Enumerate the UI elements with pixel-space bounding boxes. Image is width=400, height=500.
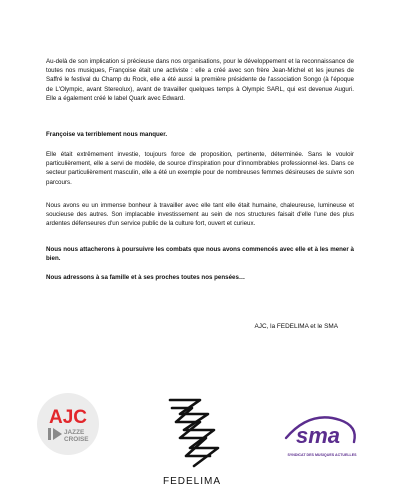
paragraph-humanity — [46, 201, 354, 229]
ajc-logo — [36, 392, 100, 456]
ajc-logo-line2: CROISE — [64, 436, 89, 443]
paragraph-text: Elle était extrêmement investie, toujours force de proposition, pertinente, déterminée. Sans le vouloir particulièrement, elle a servi de modèle, de source d'inspiration pour d'innombrables professionnel·les. Dans ce secteur particulièrement masculin, elle a été un exemple pour de nombreuses femmes désireuses de suivre son parcours. — [46, 151, 354, 186]
paragraph-role-model — [46, 150, 354, 187]
fedelima-logo — [142, 392, 242, 488]
logo-row — [0, 392, 400, 492]
paragraph-text: Au-delà de son implication si précieuse dans nos organisations, pour le développement et la reconnaissance de toutes nos musiques, Françoise était une activiste : elle a créé avec son frère Jean-Michel et les jeunes de Saffré le festival du Champ du Rock, elle a été aussi la première présidente de l'association Songo (à l'époque de L'Olympic, avant Stereolux), avant de travailler quelques temps à Olympic SARL, qui est devenue Auguri. Elle a également créé le label Quark avec Edward. — [46, 58, 354, 102]
sma-logo-subtitle: SYNDICAT DES MUSIQUES ACTUELLES — [287, 453, 357, 457]
paragraph-continue-fight — [46, 245, 354, 263]
fedelima-emblem — [170, 400, 218, 466]
paragraph-text: Françoise va terriblement nous manquer. — [46, 131, 168, 138]
ajc-logo-letters: AJC — [48, 407, 88, 428]
ajc-logo-line1: JAZZE — [64, 429, 85, 436]
paragraph-activism — [46, 57, 354, 103]
paragraph-missing — [46, 130, 354, 139]
sma-logo-letters: sma — [295, 423, 341, 448]
paragraph-text: Nous avons eu un immense bonheur à travailler avec elle tant elle était humaine, chaleureuse, lumineuse et soucieuse des autres. Son implacable investissement au sein de nos structures faisait d'elle l'une des plus ardentes défenseures d'un service public de la culture fort, ouvert et curieux. — [46, 202, 354, 228]
fedelima-logo-name: FEDELIMA — [162, 476, 222, 487]
sma-logo — [270, 406, 370, 466]
paragraph-text: Nous adressons à sa famille et à ses proches toutes nos pensées… — [46, 274, 246, 281]
paragraph-condolences — [46, 273, 354, 282]
paragraph-text: Nous nous attacherons à poursuivre les combats que nous avons commencés avec elle et à les mener à bien. — [46, 246, 354, 263]
signature: AJC, la FEDELIMA et le SMA — [254, 323, 338, 330]
